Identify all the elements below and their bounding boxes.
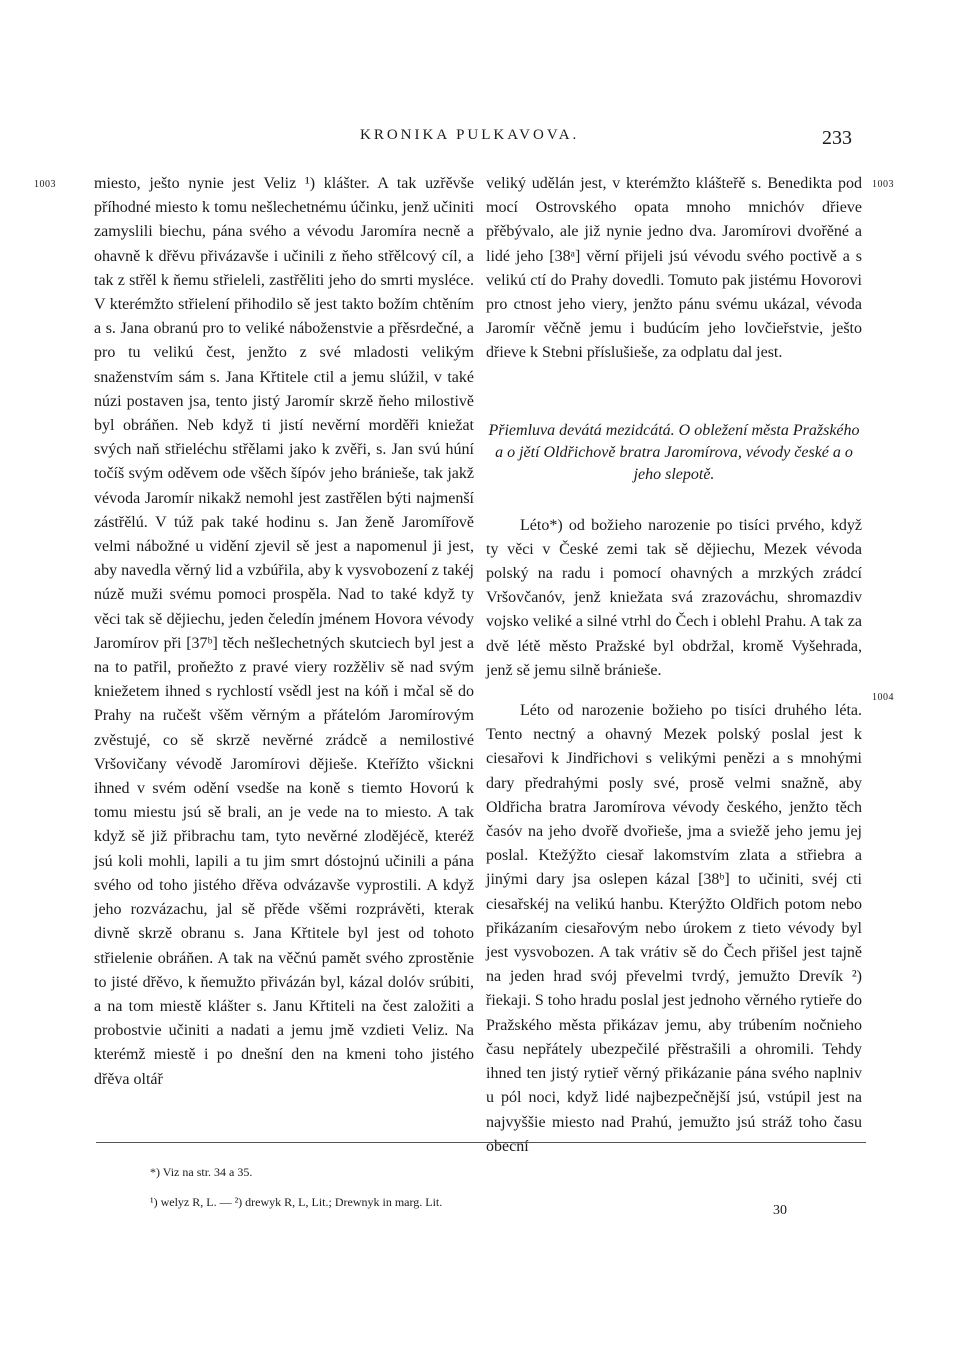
margin-year-right-2: 1004	[872, 692, 894, 703]
margin-year-left: 1003	[34, 179, 56, 190]
paragraph-2: Léto*) od božieho narozenie po tisíci prvého, když ty věci v České zemi tak sě dějiechu, Mezek vévoda polský na radu i pomocí ohavných a mrzkých zrádcí Vršovčanóv, jenž kniežata svá zrazováchu, shromazdiv vojsko veliké a silné vtrhl do Čech i oblehl Prahu. A tak za dvě létě město Pražské byl obdržal, kromě Vyšehrada, jenž sě jemu silně brániešе.	[486, 516, 862, 679]
margin-year-right-1: 1003	[872, 179, 894, 190]
left-column-text: miesto, ješto nynie jest Veliz ¹) klášter. A tak uzřěvše příhodné miesto k tomu nešlechetnému účinku, jenž učiniti zamyslili biechu, pána svého a vévodu Jaromíra necně a ohavně k dřěvu přivázavše i učinili z ňeho střělcový cíl, a tak z střěl k ňemu střieleli, zastřěliti jeho do smrti mysléce. V kterémžto střielení přihodilo sě jest takto božím chtěním a s. Jana obranú pro to veliké náboženstvie a přěsrdečné, a pro tu velikú čest, jenžto z své mladosti velikým snaženstvím sám s. Jana Křtitele ctil a jemu slúžil, v také núzi postaven jsa, tento jistý Jaromír skrzě ňeho milostivě byl obráňen. Neb když ti jistí nevěrní morděři kniežat svých naň střieléchu střělami jako k zvěři, s. Jan svú húní točíš svým oděvem ode všěch šípóv jeho brániešе, tak jakž vévoda Jaromír nikakž nemohl jest zastřělen býti najmenší zástřělú. V túž pak také hodinu s. Jan ženě Jaromířově velmi nábožné u vidění zjevil sě jest a napomenul ji jest, aby navedla věrný lid a vzbúřila, aby k vysvobození z takéj núzě muži svému pomoci prospěla. Nad to také když ty věci tak sě dějiechu, jeden čeledín jménem Hovora vévody Jaromírov při [37ᵇ] těch nešlechetných skutciech byl jest a na to patřil, proňežto z pravé viery rozžěliv sě nad svým kniežetem ihned s rychlostí vsědl jest na kóň i mčal sě do Prahy na ručešt všěm věrným a přátelóm Jaromírovým zvěstujé, co sě skrzě nevěrné zrádcě a nemilostivé Vršovičany vévodě Jaromírovi dějieše. Kteřížto všickni ihned v svém odění vsedše na koně s tiemto Hovorú k tomu miestu jsú sě brali, an je vede na to miesto. A tak když sě již přibrachu tam, tyto nevěrné zlodějécě, kteréž jsú koli mohli, lapili a tu jim smrt dóstojnú učinili a pána svého od toho jistého dřěva odvázavše vyprostili. A když jeho rozvázachu, jal sě přěde všěmi rozprávěti, kterak divně skrzě obranu s. Jana Křtitele byl jest od tohoto střielenie obráňen. A tak na věčnú pamět svého zprostěnie to jisté dřěvo, k ňemužto přivázán byl, kázal dolóv srúbiti, a na tom miestě klášter s. Janu Křtiteli na čest založiti a probostvie učiniti a nadati a jemu jmě vzdieti Veliz. Na kterémž miestě i po dnešní den na kmeni toho jistého dřěva oltář	[94, 175, 474, 1088]
footnote-1: *) Viz na str. 34 a 35.	[150, 1165, 253, 1179]
page-number: 233	[822, 127, 852, 149]
chapter-heading: Přiemluva devátá mezidcátá. O obležení města Pražského a o jětí Oldřichově bratra Jaromírova, vévody české a o jeho slepotě.	[488, 421, 860, 483]
running-header	[0, 127, 960, 151]
left-column	[94, 172, 474, 1092]
running-title: KRONIKA PULKAVOVA.	[360, 127, 580, 143]
sheet-number: 30	[773, 1203, 787, 1218]
footnote-2: ¹) welyz R, L. — ²) drewyk R, L, Lit.; Drewnyk in marg. Lit.	[150, 1195, 443, 1209]
right-column	[486, 172, 862, 1159]
paragraph-3: Léto od narozenie božieho po tisíci druhého léta. Tento nectný a ohavný Mezek polský poslal jest k ciesařovi k Jindřichovi s velikými penězi a s mnohými dary předrahými posly své, prosě velmi snažně, aby Oldřicha bratra Jaromírova vévody českého, jenžto těch časóv na jeho dvořě dvořieše, jma a sviežě jeho jemu jej poslal. Ktežýžto ciesař lakomstvím zlata a střiebra a jinými dary jsa oslepen kázal [38ᵇ] to učiniti, svéj cti ciesařskéj na velikú hanbu. Kterýžto Oldřich potom nebo přikázaním ciesařovým nebo úrokem z tieto vévody byl jest vysvobozen. A tak vrátiv sě do Čech přišel jest tajně na jeden hrad svój převelmi tvrdý, jemužto Drevík ²) řiekaji. S toho hradu poslal jest jednoho věrného rytieře do Pražského města přikázav jemu, aby trúbením nočnieho času nepřátely ubezpečilé přěstrašili a ohromili. Tehdy ihned ten jistý rytieř věrný přikázanie pána svého naplniv u pól noci, když lidé najbezpečnější jsú, vstúpil jest na najvyššie miesto nad Prahú, jemužto jsú stráž toho času obecní	[486, 702, 862, 1155]
footnotes	[150, 1157, 850, 1217]
footnote-divider	[96, 1142, 866, 1143]
paragraph-1: veliký udělán jest, v kterémžto klášteřě s. Benedikta pod mocí Ostrovského opata mnoho mnichóv dřieve přěbývalo, ale již nynie jedno dva. Jaromírovi dvořěné a lidé jeho [38ᵃ] věrní přijeli jsú vévodu svého poctivě a s velikú ctí do Prahy dovedli. Tomuto pak jistému Hovorovi pro ctnost jeho viery, jenžto pánu svému ukázal, vévoda Jaromír věčně jemu i budúcím jeho lovčieřstvie, ješto dřieve k Stebni příslušieše, za odplatu dal jest.	[486, 175, 862, 362]
